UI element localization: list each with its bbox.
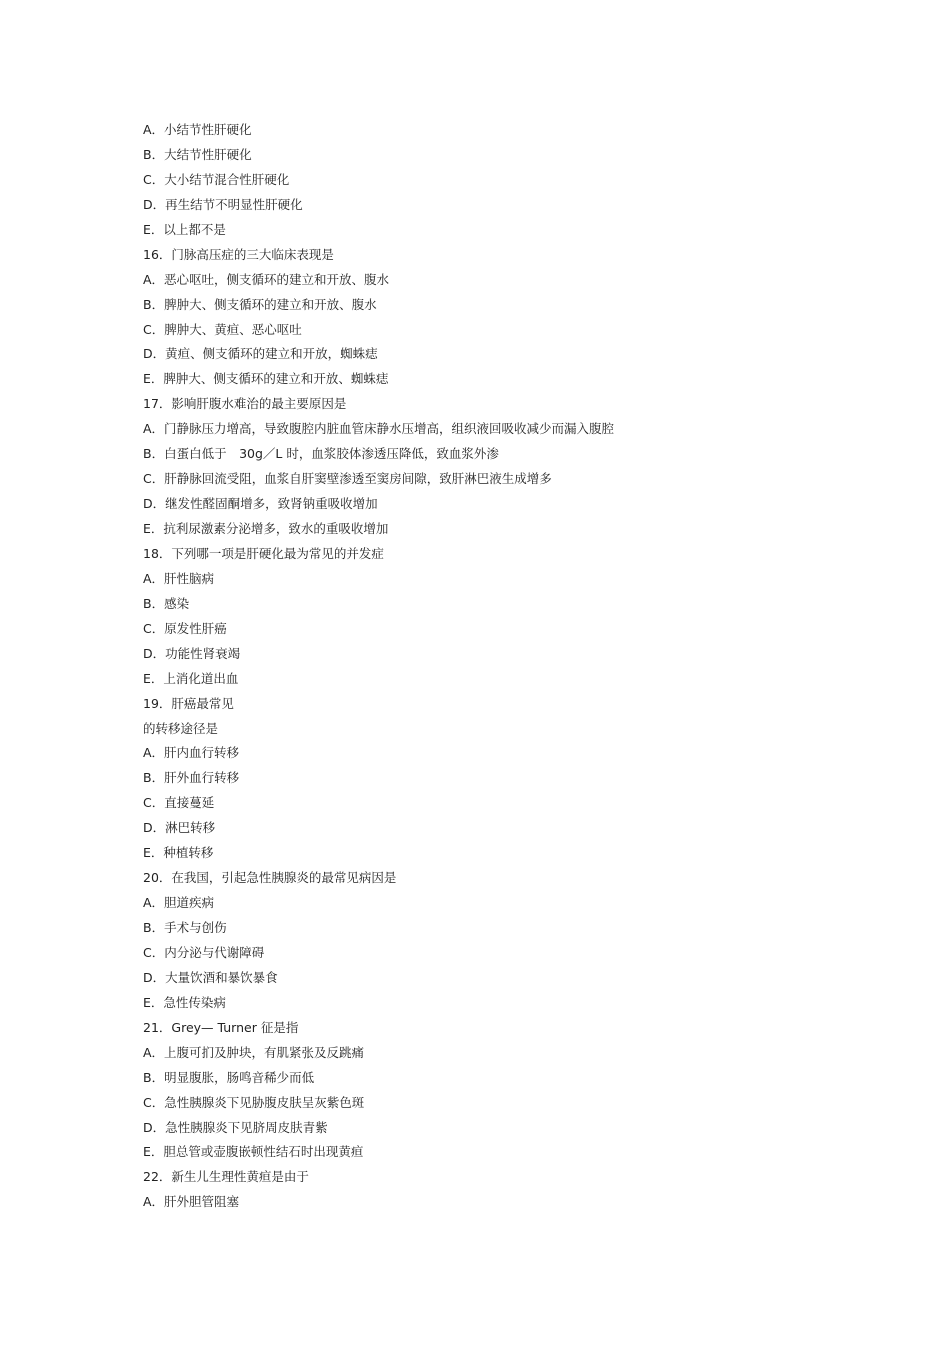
- option-line: C．原发性肝癌: [143, 620, 227, 636]
- option-line: B．明显腹胀，肠鸣音稀少而低: [143, 1069, 315, 1085]
- question-line: 20．在我国，引起急性胰腺炎的最常见病因是: [143, 870, 397, 886]
- question-line: 16．门脉高压症的三大临床表现是: [143, 246, 334, 262]
- option-line: A．小结节性肝硬化: [143, 122, 252, 137]
- question-line-continuation: 的转移途径是: [143, 720, 219, 736]
- option-line: E．急性传染病: [143, 994, 226, 1010]
- option-line: C．急性胰腺炎下见胁腹皮肤呈灰紫色斑: [143, 1094, 365, 1110]
- option-line: B．脾肿大、侧支循环的建立和开放、腹水: [143, 296, 377, 312]
- option-line: E．以上都不是: [143, 221, 226, 237]
- option-line: B．手术与创伤: [143, 920, 227, 935]
- option-line: C．大小结节混合性肝硬化: [143, 171, 290, 187]
- option-line: A．肝内血行转移: [143, 745, 240, 761]
- option-line: B．感染: [143, 595, 190, 611]
- question-line: 18．下列哪一项是肝硬化最为常见的并发症: [143, 545, 384, 561]
- option-line: B．肝外血行转移: [143, 770, 240, 786]
- question-line: 21．Grey— Turner 征是指: [143, 1019, 299, 1035]
- option-line: A．肝性脑病: [143, 570, 215, 586]
- option-line: A．恶心呕吐，侧支循环的建立和开放、腹水: [143, 271, 390, 287]
- option-line: B．大结节性肝硬化: [143, 146, 252, 162]
- question-line: 17．影响肝腹水难治的最主要原因是: [143, 396, 347, 412]
- option-line: D．大量饮酒和暴饮暴食: [143, 969, 278, 985]
- question-line: 19．肝癌最常见: [143, 695, 234, 711]
- option-line: A．门静脉压力增高，导致腹腔内脏血管床静水压增高，组织液回吸收减少而漏入腹腔: [143, 421, 615, 437]
- option-line: C．肝静脉回流受阻，血浆自肝窦壁渗透至窦房间隙，致肝淋巴液生成增多: [143, 471, 552, 487]
- option-line: E．胆总管或壶腹嵌顿性结石时出现黄疸: [143, 1144, 364, 1160]
- question-line: 22．新生儿生理性黄疸是由于: [143, 1169, 309, 1185]
- option-line: A．胆道疾病: [143, 895, 215, 911]
- option-line: E．抗利尿激素分泌增多，致水的重吸收增加: [143, 521, 389, 536]
- option-line: D．继发性醛固酮增多，致肾钠重吸收增加: [143, 496, 378, 512]
- option-line: D．再生结节不明显性肝硬化: [143, 196, 303, 212]
- option-line: A．上腹可扪及肿块，有肌紧张及反跳痛: [143, 1044, 365, 1060]
- option-line: C．直接蔓延: [143, 795, 215, 811]
- option-line: D．功能性肾衰竭: [143, 645, 241, 661]
- option-line: C．内分泌与代谢障碍: [143, 944, 265, 960]
- option-line: D．淋巴转移: [143, 820, 216, 836]
- option-line: D．黄疸、侧支循环的建立和开放，蜘蛛痣: [143, 346, 378, 362]
- option-line: A．肝外胆管阻塞: [143, 1194, 240, 1210]
- option-line: D．急性胰腺炎下见脐周皮肤青紫: [143, 1119, 328, 1135]
- option-line: C．脾肿大、黄疸、恶心呕吐: [143, 321, 302, 337]
- option-line: E．种植转移: [143, 845, 214, 861]
- option-line: E．上消化道出血: [143, 670, 239, 686]
- question-list: [143, 118, 903, 1215]
- option-line: B．白蛋白低于 30g／L 时，血浆胶体渗透压降低，致血浆外渗: [143, 446, 499, 462]
- option-line: E．脾肿大、侧支循环的建立和开放、蜘蛛痣: [143, 371, 389, 387]
